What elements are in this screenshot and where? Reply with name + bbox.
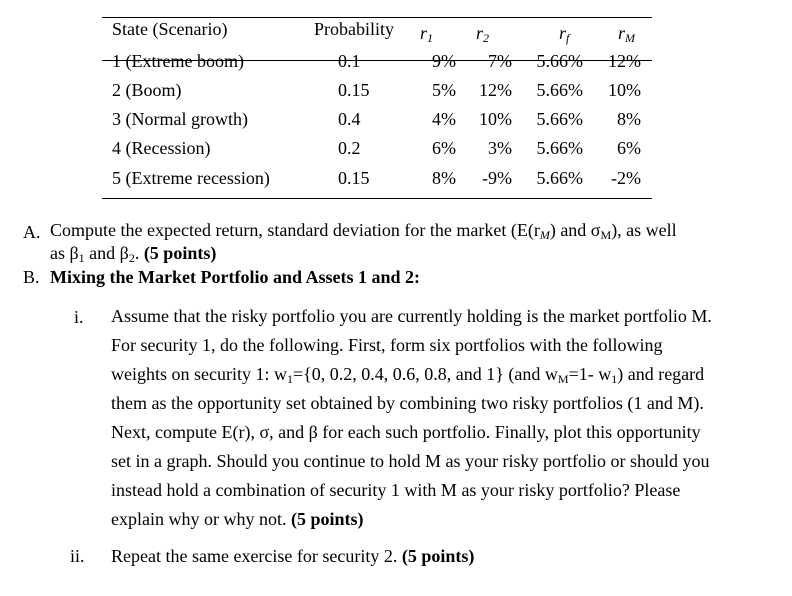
row-rm: 8% <box>617 109 641 129</box>
row-rm: -2% <box>611 168 641 188</box>
row-r2: 10% <box>479 109 512 129</box>
row-state: 5 (Extreme recession) <box>112 168 270 188</box>
row-rf: 5.66% <box>536 109 583 129</box>
row-rf: 5.66% <box>536 138 583 158</box>
row-r1: 8% <box>432 168 456 188</box>
header-rf: $r_f$ <box>559 23 570 45</box>
row-state: 4 (Recession) <box>112 138 211 158</box>
header-probability: Probability <box>314 19 394 39</box>
row-r1: 9% <box>432 51 456 71</box>
header-rm: $r_M$ <box>618 23 636 45</box>
item-i-text: Assume that the risky portfolio you are currently holding is the market portfolio M. For security 1, do the following. First, form six portfolios with the following weights on security 1: $w_1=\{0$, 0.2, 0.4, 0.6, 0.8, and 1} (and $w_M=1-$ $w_1$) and regard them as the opportunity set obtained by combining two risky portfolios (1 and M). Next, compute E(r), σ, and β for each such portfolio. Finally, plot this opportunity set in a graph. Should you continue to hold M as your risky portfolio or should you instead hold a combination of security 1 with M as your risky portfolio? Please explain why or why not. (5 points) <box>111 306 712 529</box>
item-i-label: i. <box>74 307 84 327</box>
part-a-text: Compute the expected return, standard deviation for the market ($E(r_M)$ and $\sigma_M$), as well as $\beta_1$ and $\beta_2$. (5 points) <box>50 220 677 265</box>
row-prob: 0.15 <box>338 168 370 188</box>
item-ii-points: (5 points) <box>401 546 475 566</box>
item-ii-label: ii. <box>70 546 85 566</box>
header-state: State (Scenario) <box>112 19 228 39</box>
header-r2: $r_2$ <box>476 23 490 45</box>
table-top-rule <box>102 17 652 18</box>
row-r2: 12% <box>479 80 512 100</box>
part-a-points: (5 points) <box>143 243 217 263</box>
row-state: 1 (Extreme boom) <box>112 51 244 71</box>
part-b-label: B. <box>23 267 40 287</box>
row-rf: 5.66% <box>536 51 583 71</box>
row-r1: 5% <box>432 80 456 100</box>
row-r1: 6% <box>432 138 456 158</box>
part-b-title: Mixing the Market Portfolio and Assets 1 and 2: <box>50 267 420 287</box>
item-i-points: (5 points) <box>290 509 364 529</box>
part-a-label: A. <box>23 222 41 242</box>
row-r2: -9% <box>482 168 512 188</box>
row-prob: 0.1 <box>338 51 361 71</box>
row-rm: 6% <box>617 138 641 158</box>
row-r1: 4% <box>432 109 456 129</box>
row-rm: 12% <box>608 51 641 71</box>
header-r1: $r_1$ <box>420 23 434 45</box>
item-ii-text: Repeat the same exercise for security 2. (5 points) <box>111 546 475 566</box>
row-r2: 3% <box>488 138 512 158</box>
row-state: 2 (Boom) <box>112 80 182 100</box>
row-r2: 7% <box>488 51 512 71</box>
row-rm: 10% <box>608 80 641 100</box>
row-state: 3 (Normal growth) <box>112 109 248 129</box>
row-rf: 5.66% <box>536 168 583 188</box>
row-rf: 5.66% <box>536 80 583 100</box>
row-prob: 0.4 <box>338 109 361 129</box>
row-prob: 0.15 <box>338 80 370 100</box>
table-bottom-rule <box>102 198 652 199</box>
row-prob: 0.2 <box>338 138 361 158</box>
